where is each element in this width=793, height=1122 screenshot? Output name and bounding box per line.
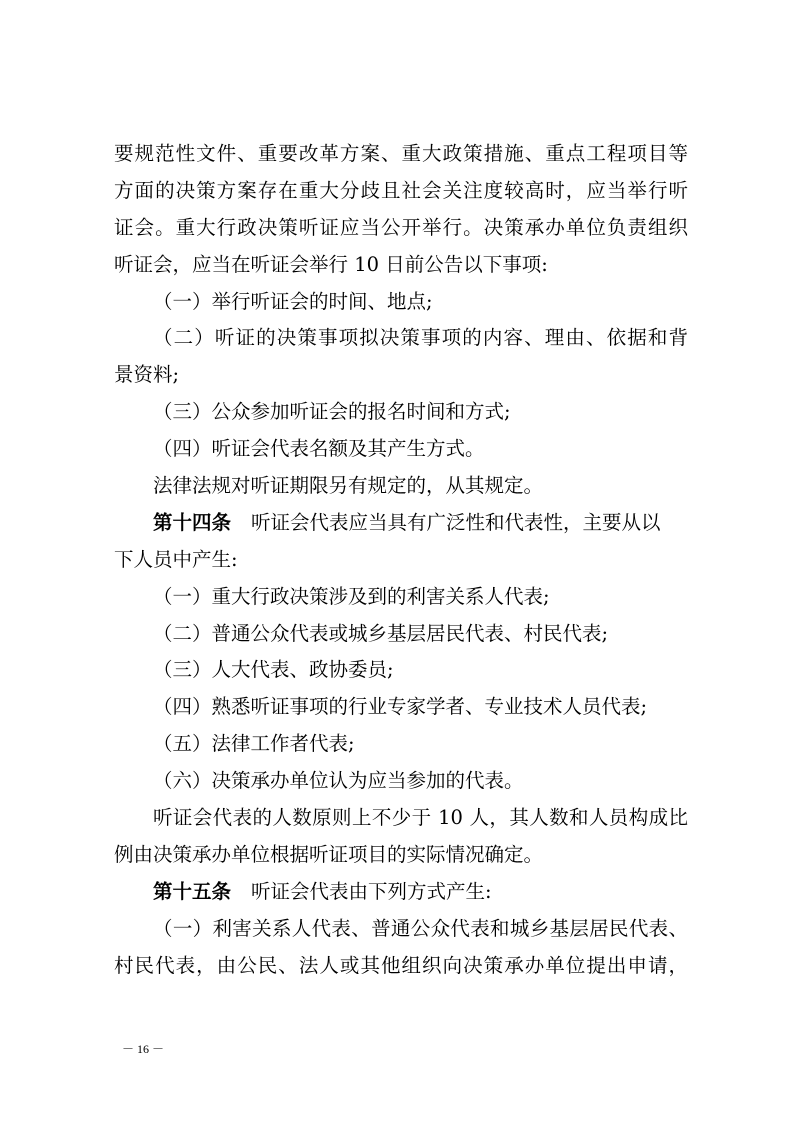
- text-line: 听证会代表的人数原则上不少于 10 人，其人数和人员构成比: [153, 806, 688, 830]
- list-item: （三）人大代表、政协委员;: [153, 658, 394, 682]
- text-line: 例由决策承办单位根据听证项目的实际情况确定。: [114, 842, 544, 866]
- text-line: 要规范性文件、重要改革方案、重大政策措施、重点工程项目等: [114, 142, 688, 165]
- text-line: 证会。重大行政决策听证应当公开举行。决策承办单位负责组织: [114, 215, 688, 239]
- article-text: 听证会代表由下列方式产生:: [251, 879, 492, 903]
- article-text: 听证会代表应当具有广泛性和代表性，主要从以: [251, 510, 661, 534]
- article-14-line: [114, 505, 688, 542]
- list-item: （一）利害关系人代表、普通公众代表和城乡基层居民代表、: [153, 916, 688, 940]
- list-item: （二）听证的决策事项拟决策事项的内容、理由、依据和背: [153, 326, 688, 350]
- article-heading: 第十五条: [153, 879, 232, 903]
- text-line: 村民代表，由公民、法人或其他组织向决策承办单位提出申请，: [114, 953, 688, 977]
- list-item: （四）熟悉听证事项的行业专家学者、专业技术人员代表;: [153, 695, 648, 719]
- list-item: （一）重大行政决策涉及到的利害关系人代表;: [153, 584, 550, 608]
- list-item: （一）举行听证会的时间、地点;: [153, 289, 433, 313]
- list-item: （二）普通公众代表或城乡基层居民代表、村民代表;: [153, 621, 609, 645]
- list-item: （五）法律工作者代表;: [153, 732, 355, 756]
- text-line: 听证会，应当在听证会举行 10 日前公告以下事项:: [114, 252, 548, 276]
- page-number: － 16 －: [122, 1042, 165, 1056]
- article-heading: 第十四条: [153, 510, 232, 534]
- article-15-line: [114, 874, 688, 911]
- list-item: （六）决策承办单位认为应当参加的代表。: [153, 769, 524, 793]
- list-item: （四）听证会代表名额及其产生方式。: [153, 437, 485, 461]
- list-item: （三）公众参加听证会的报名时间和方式;: [153, 400, 511, 424]
- text-line: 景资料;: [114, 363, 180, 387]
- text-line: 下人员中产生:: [114, 547, 238, 571]
- document-body: [114, 136, 688, 984]
- text-line: 方面的决策方案存在重大分歧且社会关注度较高时，应当举行听: [114, 178, 688, 202]
- text-line: 法律法规对听证期限另有规定的，从其规定。: [153, 474, 544, 498]
